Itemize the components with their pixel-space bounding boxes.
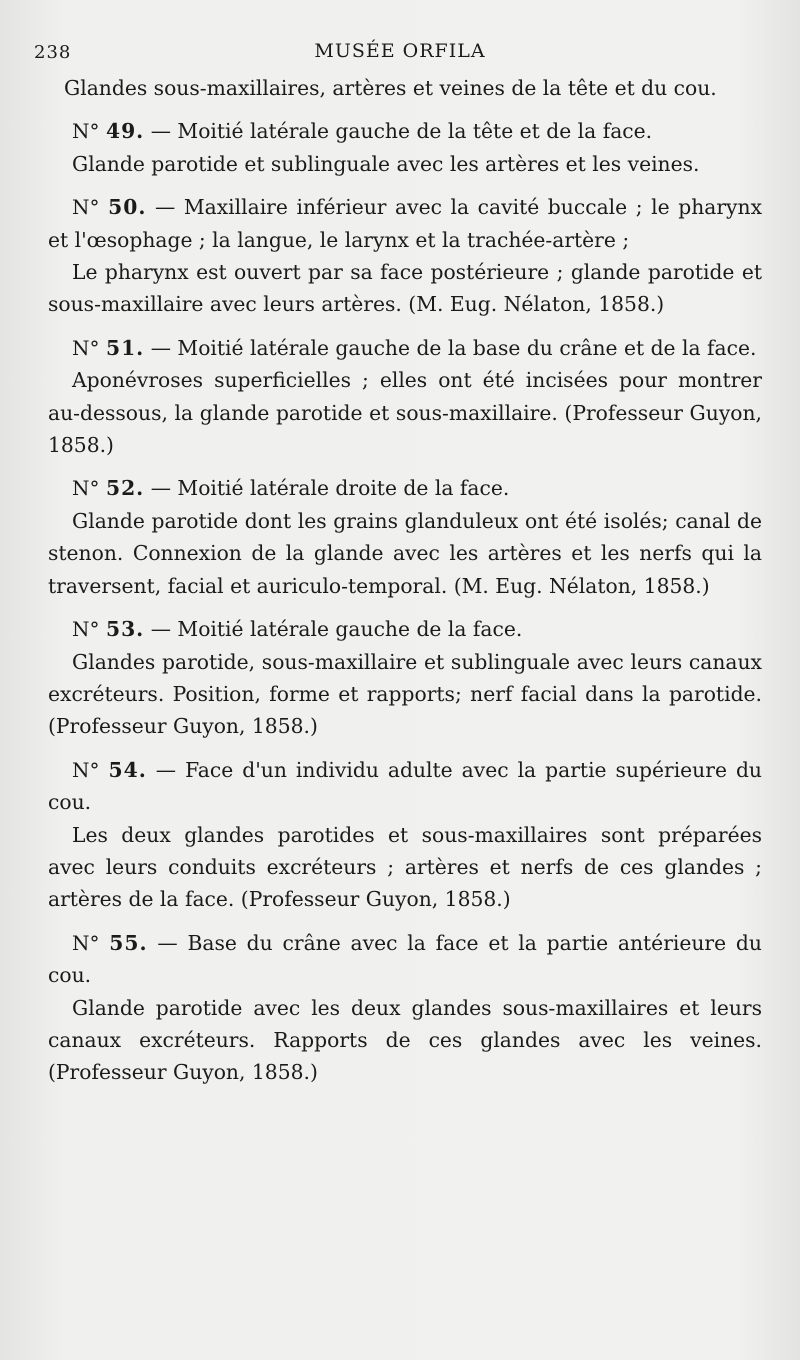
catalog-entry-54 [48,754,762,916]
entry-title: — Moitié latérale gauche de la base du crâne et de la face. [150,335,757,360]
entry-no-label: N° [72,757,100,782]
entry-no-label: N° [72,335,100,360]
entry-number: 55. [109,930,148,955]
entry-number: 53. [105,617,145,642]
page-header [30,32,770,62]
entry-title: — Maxillaire inférieur avec la cavité buccale ; le pharynx et l'œsophage ; la langue, le larynx et la trachée-artère ; [48,195,763,252]
entry-number: 51. [105,335,145,360]
entry-number: 49. [105,119,145,144]
entry-no-label: N° [72,617,100,642]
entry-description: Glande parotide avec les deux glandes sous-maxillaires et leurs canaux excréteurs. Rapports de ces glandes avec les veines. (Professeur Guyon, 1858.) [48,995,762,1085]
entry-heading [48,472,762,504]
entry-description: Aponévroses superficielles ; elles ont été incisées pour montrer au-dessous, la glande parotide et sous-maxillaire. (Professeur Guyon, 1858.) [48,368,762,458]
entry-heading [48,927,762,992]
entry-description: Le pharynx est ouvert par sa face postérieure ; glande parotide et sous-maxillaire avec leurs artères. (M. Eug. Nélaton, 1858.) [48,260,762,317]
entry-title: — Face d'un individu adulte avec la partie supérieure du cou. [48,757,762,815]
page-body [48,72,762,1100]
catalog-entry-50 [48,191,762,321]
catalog-entry-55 [48,927,762,1089]
entry-heading [48,332,762,364]
entry-description: Glande parotide dont les grains glanduleux ont été isolés; canal de stenon. Connexion de la glande avec les artères et les nerfs qui la traversent, facial et auriculo-temporal. (M. Eug. Nélaton, 1858.) [48,508,762,598]
entry-heading [48,754,762,819]
entry-title: — Moitié latérale droite de la face. [150,476,510,501]
entry-heading [48,115,762,147]
catalog-entry-49 [48,115,762,180]
entry-heading [48,191,762,256]
entry-no-label: N° [72,195,100,220]
catalog-entry-51 [48,332,762,462]
entry-description: Les deux glandes parotides et sous-maxillaires sont préparées avec leurs conduits excréteurs ; artères et nerfs de ces glandes ; artères de la face. (Professeur Guyon, 1858.) [48,822,762,912]
entry-no-label: N° [72,930,100,955]
running-title: MUSÉE ORFILA [314,40,486,62]
catalog-entry-53 [48,613,762,743]
entry-number: 54. [108,757,147,782]
entry-number: 52. [105,476,145,501]
entry-title: — Moitié latérale gauche de la tête et de la face. [150,119,653,144]
page-number: 238 [34,42,72,63]
entry-no-label: N° [72,119,100,144]
intro-paragraph: Glandes sous-maxillaires, artères et veines de la tête et du cou. [64,76,717,100]
entry-title: — Base du crâne avec la face et la partie antérieure du cou. [48,930,762,988]
entry-number: 50. [108,195,147,220]
entry-description: Glandes parotide, sous-maxillaire et sublinguale avec leurs canaux excréteurs. Position, forme et rapports; nerf facial dans la parotide. (Professeur Guyon, 1858.) [48,649,762,739]
catalog-entry-52 [48,472,762,602]
entry-title: — Moitié latérale gauche de la face. [150,617,523,642]
entry-description: Glande parotide et sublinguale avec les artères et les veines. [72,151,700,176]
entry-heading [48,613,762,645]
entry-no-label: N° [72,476,100,501]
